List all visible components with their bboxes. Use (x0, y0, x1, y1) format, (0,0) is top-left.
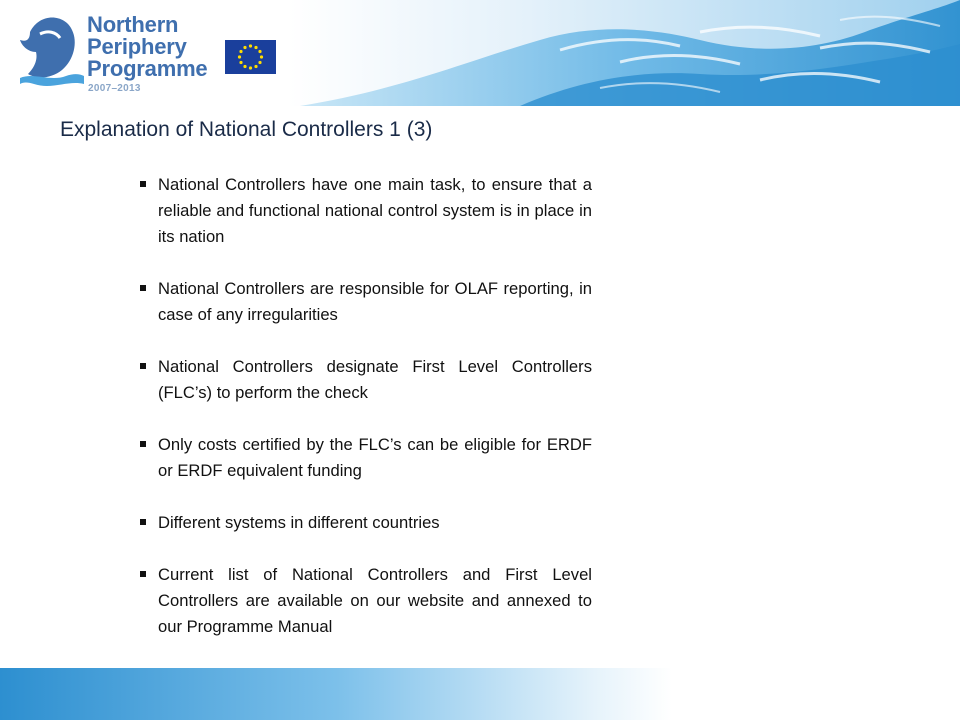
bullet-item (140, 510, 592, 536)
bullet-text: National Controllers have one main task, to ensure that a reliable and functional national control system is in place in its nation (158, 175, 592, 246)
square-bullet-icon (140, 285, 146, 291)
square-bullet-icon (140, 571, 146, 577)
programme-logo (20, 12, 220, 100)
bullet-item (140, 432, 592, 484)
bullet-text: Current list of National Controllers and First Level Controllers are available on our website and annexed to our Programme Manual (158, 565, 592, 636)
square-bullet-icon (140, 363, 146, 369)
eu-flag-icon (225, 40, 276, 74)
bullet-text: National Controllers are responsible for OLAF reporting, in case of any irregularities (158, 279, 592, 324)
bullet-list (140, 172, 592, 666)
logo-line-3: Programme (87, 56, 208, 81)
square-bullet-icon (140, 441, 146, 447)
square-bullet-icon (140, 181, 146, 187)
dove-logo-icon (20, 12, 84, 90)
bullet-item (140, 562, 592, 640)
bullet-text: Different systems in different countries (158, 513, 440, 532)
logo-line-2: Periphery (87, 34, 187, 59)
square-bullet-icon (140, 519, 146, 525)
logo-wordmark (87, 14, 207, 80)
logo-years: 2007–2013 (88, 83, 141, 94)
header-banner (0, 0, 960, 106)
footer-gradient-bar (0, 668, 960, 720)
bullet-item (140, 354, 592, 406)
bullet-text: National Controllers designate First Level Controllers (FLC’s) to perform the check (158, 357, 592, 402)
logo-line-1: Northern (87, 12, 179, 37)
bullet-item (140, 276, 592, 328)
bullet-item (140, 172, 592, 250)
bullet-text: Only costs certified by the FLC’s can be eligible for ERDF or ERDF equivalent funding (158, 435, 592, 480)
slide-title: Explanation of National Controllers 1 (3) (60, 118, 433, 141)
